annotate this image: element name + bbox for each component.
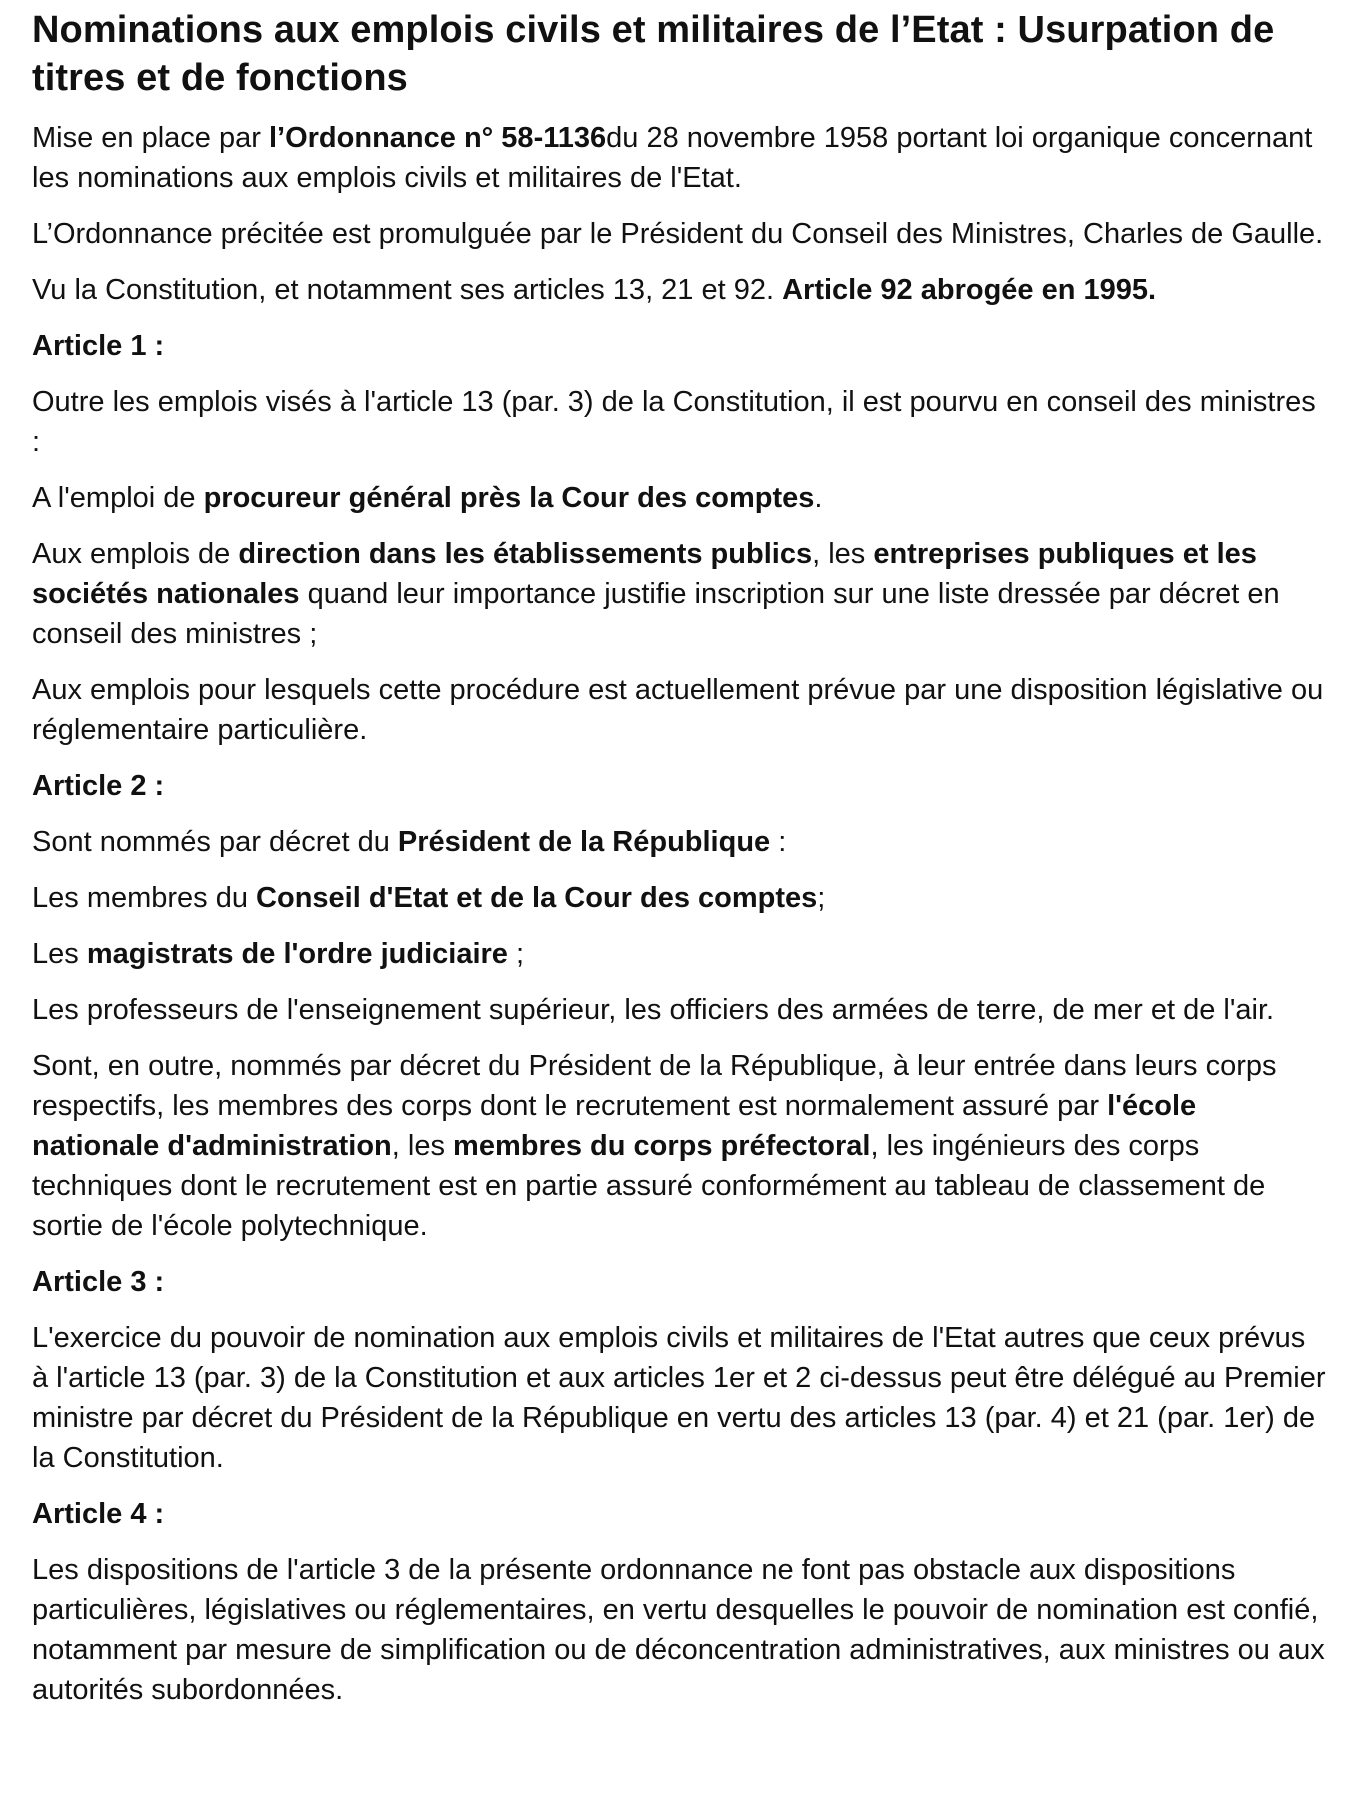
article-1-paragraph-3	[32, 534, 1328, 654]
bold-phrase: procureur général près la Cour des comptes	[203, 482, 815, 514]
article-2-paragraph-2	[32, 878, 1328, 918]
text-run: Les membres du	[32, 882, 257, 914]
text-run: Aux emplois de	[32, 538, 239, 570]
article-3-paragraph-1: L'exercice du pouvoir de nomination aux emplois civils et militaires de l'Etat autres que ceux prévus à l'article 13 (par. 3) de la Constitution et aux articles 1er et 2 ci-dessus peut être délégué au Premier ministre par décret du Président de la République en vertu des articles 13 (par. 4) et 21 (par. 1er) de la Constitution.	[32, 1322, 1326, 1474]
article-2-paragraph-5	[32, 1046, 1328, 1246]
text-run: , les ingénieurs des corps techniques dont le recrutement est en partie assuré conformément au tableau de classement de sortie de l'école polytechnique.	[32, 1130, 1266, 1242]
article-1-paragraph-4: Aux emplois pour lesquels cette procédure est actuellement prévue par une disposition législative ou réglementaire particulière.	[32, 674, 1324, 746]
article-2-paragraph-1	[32, 822, 1328, 862]
text-run: .	[814, 482, 823, 514]
intro-paragraph-3	[32, 270, 1328, 310]
abrogation-note: Article 92 abrogée en 1995.	[782, 274, 1157, 306]
article-2-heading: Article 2 :	[32, 770, 165, 802]
intro-paragraph-1	[32, 118, 1328, 198]
bold-phrase: membres du corps préfectoral	[453, 1130, 871, 1162]
text-run: du 28 novembre 1958 portant loi organique concernant les nominations aux emplois civils et militaires de l'Etat.	[32, 122, 1313, 194]
article-4-paragraph-1: Les dispositions de l'article 3 de la présente ordonnance ne font pas obstacle aux dispositions particulières, législatives ou réglementaires, en vertu desquelles le pouvoir de nomination est confié, notamment par mesure de simplification ou de déconcentration administratives, aux ministres ou aux autorités subordonnées.	[32, 1554, 1325, 1706]
bold-phrase: direction dans les établissements publics	[238, 538, 813, 570]
article-1-paragraph-2	[32, 478, 1328, 518]
text-run: Mise en place par	[32, 122, 269, 154]
ordonnance-reference: l’Ordonnance n° 58-1136	[268, 122, 607, 154]
bold-phrase: magistrats de l'ordre judiciaire	[86, 938, 508, 970]
bold-phrase: l'école nationale d'administration	[32, 1090, 1197, 1162]
text-run: A l'emploi de	[32, 482, 204, 514]
text-run: ;	[817, 882, 826, 914]
article-3-heading: Article 3 :	[32, 1266, 165, 1298]
article-4-heading: Article 4 :	[32, 1498, 165, 1530]
text-run: , les	[391, 1130, 454, 1162]
intro-paragraph-2: L’Ordonnance précitée est promulguée par le Président du Conseil des Ministres, Charles de Gaulle.	[32, 218, 1324, 250]
article-2-paragraph-3	[32, 934, 1328, 974]
text-run: Les	[32, 938, 87, 970]
page-title: Nominations aux emplois civils et militaires de l’Etat : Usurpation de titres et de fonctions	[32, 9, 1275, 99]
text-run: ;	[507, 938, 525, 970]
article-1-heading: Article 1 :	[32, 330, 165, 362]
text-run: Vu la Constitution, et notamment ses articles 13, 21 et 92.	[32, 274, 783, 306]
bold-phrase: Président de la République	[397, 826, 771, 858]
document-page	[0, 6, 1356, 1710]
bold-phrase: Conseil d'Etat et de la Cour des comptes	[256, 882, 818, 914]
article-1-paragraph-1: Outre les emplois visés à l'article 13 (par. 3) de la Constitution, il est pourvu en conseil des ministres :	[32, 386, 1316, 458]
text-run: , les	[812, 538, 874, 570]
text-run: quand leur importance justifie inscription sur une liste dressée par décret en conseil des ministres ;	[32, 578, 1280, 650]
text-run: Sont, en outre, nommés par décret du Président de la République, à leur entrée dans leurs corps respectifs, les membres des corps dont le recrutement est normalement assuré par	[32, 1050, 1277, 1122]
text-run: Sont nommés par décret du	[32, 826, 398, 858]
text-run: :	[770, 826, 787, 858]
bold-phrase: entreprises publiques et les sociétés nationales	[32, 538, 1257, 610]
article-2-paragraph-4: Les professeurs de l'enseignement supérieur, les officiers des armées de terre, de mer et de l'air.	[32, 994, 1275, 1026]
